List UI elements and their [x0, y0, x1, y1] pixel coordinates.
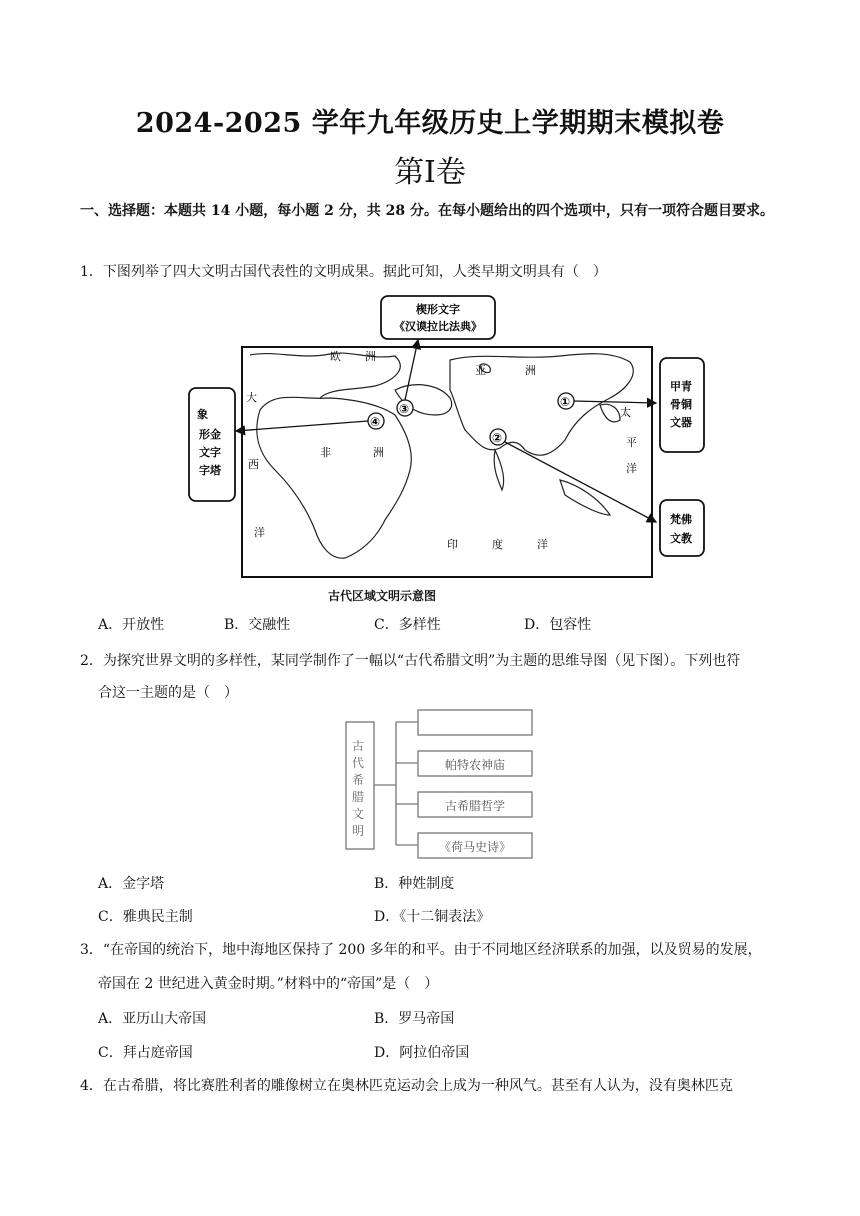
- map-label-indian-2: 度: [492, 538, 503, 551]
- exam-title: 2024-2025 学年九年级历史上学期期末模拟卷: [135, 108, 725, 139]
- q3-option-a: A．亚历山大帝国: [98, 1011, 207, 1027]
- map-label-pacific-1: 太: [620, 406, 631, 419]
- map-caption: 古代区域文明示意图: [328, 589, 437, 603]
- mindmap-branch-parthenon: 帕特农神庙: [444, 758, 506, 772]
- q2-stem-line-2: 合这一主题的是（ ）: [98, 685, 238, 701]
- map-label-asia-1: 亚: [475, 364, 486, 377]
- map-label-indian-3: 洋: [537, 538, 548, 551]
- map-label-pacific-2: 平: [626, 436, 637, 449]
- map-label-africa-1: 非: [320, 446, 331, 459]
- map-label-pacific-3: 洋: [626, 462, 637, 475]
- mindmap-root-5: 文: [352, 807, 365, 821]
- q1-option-d: D．包容性: [524, 617, 592, 633]
- map-label-europe-1: 欧: [330, 350, 341, 363]
- section-heading: 一、选择题：本题共 14 小题，每小题 2 分，共 28 分。在每小题给出的四个选项中，只有一项符合题目要求。: [80, 203, 774, 219]
- map-label-indian-1: 印: [447, 538, 458, 551]
- box-left-line-3: 文字: [199, 446, 221, 459]
- box-right-top-line-3: 文器: [670, 416, 692, 429]
- box-top-line-1: 楔形文字: [416, 303, 460, 316]
- greek-civilization-mindmap: [340, 705, 540, 865]
- q3-stem-line-2: 帝国在 2 世纪进入黄金时期。”材料中的“帝国”是（ ）: [98, 976, 439, 992]
- box-left-line-1: 象: [197, 408, 208, 421]
- marker-4: ④: [370, 415, 381, 429]
- mindmap-branch-empty: [418, 710, 532, 735]
- marker-3: ③: [399, 402, 410, 416]
- mindmap-root-4: 腊: [352, 790, 365, 804]
- map-label-asia-2: 洲: [525, 364, 536, 377]
- marker-1: ①: [560, 395, 571, 409]
- map-label-atlantic-3: 洋: [254, 526, 265, 539]
- q1-option-c: C．多样性: [374, 617, 441, 633]
- box-left-line-4: 字塔: [199, 464, 221, 477]
- q2-option-d: D．《十二铜表法》: [374, 909, 491, 925]
- q2-stem-line-1: 2．为探究世界文明的多样性，某同学制作了一幅以“古代希腊文明”为主题的思维导图（见下图）。下列也符: [80, 653, 741, 669]
- mindmap-root-2: 代: [352, 756, 365, 770]
- q3-stem-line-1: 3．“在帝国的统治下，地中海地区保持了 200 多年的和平。由于不同地区经济联系的加强，以及贸易的发展，: [80, 942, 762, 958]
- mindmap-root-3: 希: [352, 773, 365, 787]
- mindmap-branch-philosophy: 古希腊哲学: [444, 799, 506, 813]
- box-right-bottom-line-2: 文教: [670, 532, 692, 545]
- ancient-civilization-map: [180, 290, 710, 590]
- mindmap-branch-homer: 《荷马史诗》: [438, 840, 512, 854]
- marker-2: ②: [492, 431, 503, 445]
- q1-option-b: B．交融性: [224, 617, 291, 633]
- q4-stem: 4．在古希腊，将比赛胜利者的雕像树立在奥林匹克运动会上成为一种风气。甚至有人认为，没有奥林匹克: [80, 1078, 733, 1094]
- q3-option-c: C．拜占庭帝国: [98, 1045, 193, 1061]
- box-left-line-2: 形金: [199, 428, 221, 441]
- box-top-line-2: 《汉谟拉比法典》: [394, 320, 482, 333]
- box-right-top-line-2: 骨铜: [670, 398, 692, 411]
- q1-stem: 1．下图列举了四大文明古国代表性的文明成果。据此可知，人类早期文明具有（ ）: [80, 264, 607, 280]
- map-label-atlantic-2: 西: [248, 458, 259, 471]
- mindmap-root-6: 明: [352, 824, 365, 838]
- map-label-africa-2: 洲: [373, 446, 384, 459]
- mindmap-root-1: 古: [352, 739, 365, 753]
- q2-option-c: C．雅典民主制: [98, 909, 193, 925]
- q3-option-b: B．罗马帝国: [374, 1011, 455, 1027]
- q3-option-d: D．阿拉伯帝国: [374, 1045, 470, 1061]
- volume-title: 第Ⅰ卷: [394, 155, 466, 190]
- q2-option-a: A．金字塔: [98, 876, 165, 892]
- q1-option-a: A．开放性: [98, 617, 165, 633]
- box-right-top-line-1: 甲青: [670, 380, 692, 393]
- map-label-atlantic-1: 大: [246, 391, 257, 404]
- box-right-bottom-line-1: 梵佛: [670, 513, 692, 526]
- map-label-europe-2: 洲: [365, 350, 376, 363]
- q2-option-b: B．种姓制度: [374, 876, 455, 892]
